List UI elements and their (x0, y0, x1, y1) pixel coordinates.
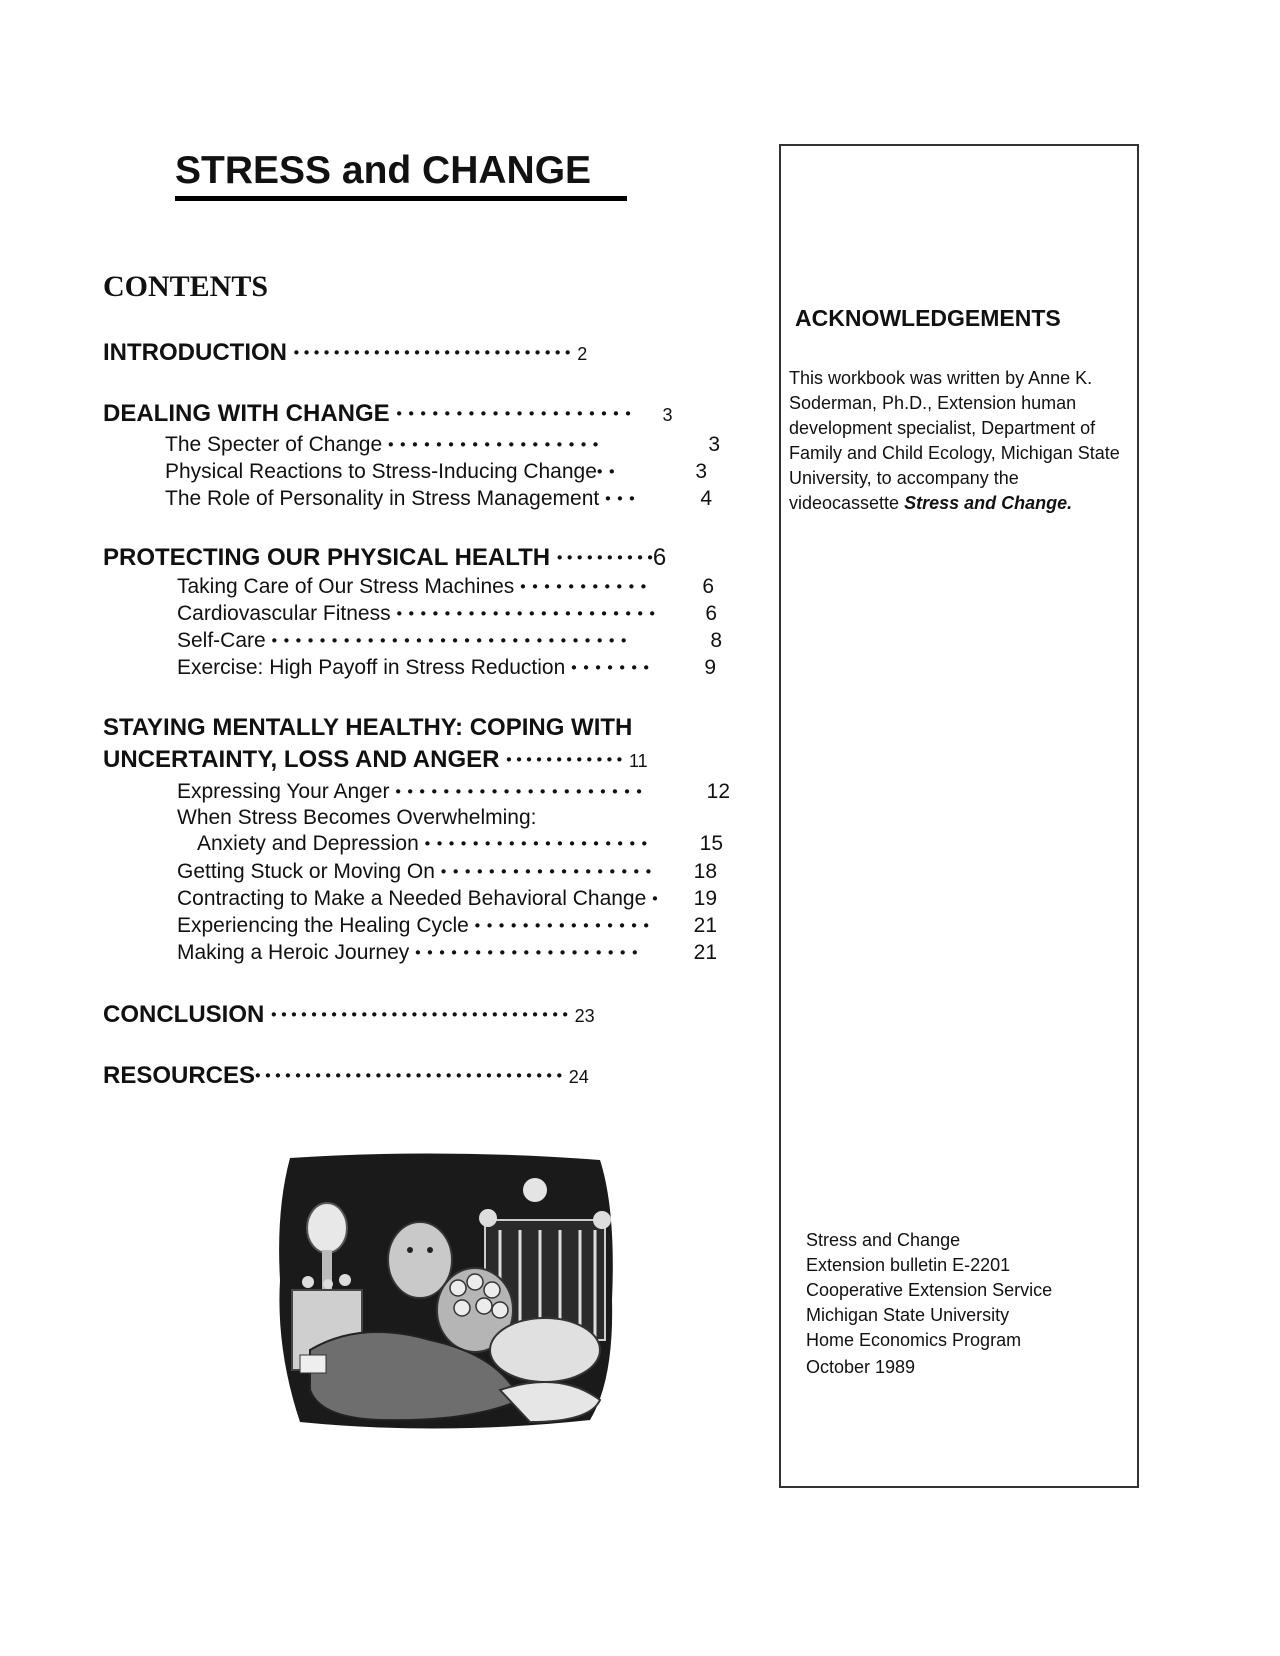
acknowledgements-body (789, 366, 1129, 516)
toc-section-conclusion[interactable] (103, 1000, 595, 1031)
toc-page-number: 19 (693, 887, 717, 910)
toc-section-label-line2: UNCERTAINTY, LOSS AND ANGER (103, 746, 500, 773)
page-title: STRESS and CHANGE (175, 149, 592, 192)
toc-item[interactable] (177, 628, 628, 654)
toc-section-label: CONCLUSION (103, 1001, 265, 1028)
contents-heading: CONTENTS (103, 270, 269, 303)
toc-leader-dots: • • • • • • • (571, 659, 651, 677)
title-underline (175, 196, 627, 201)
toc-leader-dots: • • • • • • • • • • • (520, 578, 648, 596)
toc-page-number: 8 (710, 629, 722, 652)
toc-section-dealing-with-change[interactable] (103, 399, 673, 430)
toc-page-number: 12 (706, 780, 730, 803)
cartoon-sleepless-bed-illustration (270, 1150, 620, 1435)
publication-info (806, 1228, 1052, 1380)
toc-page-number: 9 (704, 656, 716, 679)
toc-item-label: Cardiovascular Fitness (177, 602, 391, 625)
toc-leader-dots: • • • • • • • • • • • • • • • • • • • (424, 835, 649, 853)
toc-page-number: 21 (693, 941, 717, 964)
toc-item-label: Expressing Your Anger (177, 780, 390, 803)
acknowledgements-heading: ACKNOWLEDGEMENTS (795, 305, 1061, 331)
toc-leader-dots: • (652, 890, 659, 908)
toc-item-label: Exercise: High Payoff in Stress Reduction (177, 656, 566, 679)
toc-section-label: INTRODUCTION (103, 339, 287, 366)
toc-leader-dots: • • • • • • • • • • • • (506, 751, 623, 769)
toc-leader-dots: • • • (605, 490, 636, 508)
toc-item-label: Anxiety and Depression (197, 832, 419, 855)
toc-section-label: RESOURCES (103, 1062, 256, 1089)
toc-section-introduction[interactable] (103, 338, 587, 369)
toc-leader-dots: • • • • • • • • • • • • • • • • • • (387, 436, 600, 454)
toc-item[interactable] (165, 459, 616, 485)
toc-page-number: 15 (699, 832, 723, 855)
toc-leader-dots: • • • • • • • • • • • • • • • • • • • (415, 944, 639, 962)
toc-item[interactable] (197, 831, 648, 857)
toc-section-mental-health-line2[interactable] (103, 745, 648, 776)
publication-line: Stress and Change (806, 1230, 961, 1250)
toc-leader-dots: • • • • • • • • • • • • • • • • • • • • • • • • • • • • • • (271, 632, 628, 650)
publication-line: Extension bulletin E-2201 (806, 1255, 1011, 1275)
toc-page-number: 18 (693, 860, 717, 883)
toc-leader-dots: • • • • • • • • • • (556, 549, 653, 567)
toc-section-resources[interactable] (103, 1061, 589, 1092)
toc-section-label: PROTECTING OUR PHYSICAL HEALTH (103, 544, 551, 571)
toc-leader-dots: • • • • • • • • • • • • • • • (474, 917, 650, 935)
toc-leader-dots: • • • • • • • • • • • • • • • • • • • • • • • • • • • • (293, 344, 571, 362)
toc-page-number: 6 (705, 602, 717, 625)
toc-leader-dots: • • (596, 463, 616, 481)
toc-item-label: Physical Reactions to Stress-Inducing Change (165, 460, 597, 483)
toc-page-number: 21 (693, 914, 717, 937)
toc-page-number: 3 (662, 405, 673, 425)
toc-item[interactable] (165, 486, 636, 512)
publication-line: Cooperative Extension Service (806, 1280, 1053, 1300)
toc-item (177, 805, 536, 831)
toc-page-number: 4 (700, 487, 712, 510)
toc-leader-dots: • • • • • • • • • • • • • • • • • • • • • (395, 783, 643, 801)
toc-item[interactable] (165, 432, 599, 458)
toc-leader-dots: • • • • • • • • • • • • • • • • • • • • • • • • • • • • • • (271, 1006, 568, 1024)
toc-page-number: 6 (652, 544, 667, 571)
toc-leader-dots: • • • • • • • • • • • • • • • • • • • • • • (396, 605, 657, 623)
toc-page-number: 24 (568, 1067, 589, 1087)
publication-line: Michigan State University (806, 1305, 1010, 1325)
toc-item-label: Contracting to Make a Needed Behavioral Change (177, 887, 647, 910)
toc-leader-dots: • • • • • • • • • • • • • • • • • • (440, 863, 653, 881)
toc-item[interactable] (177, 574, 647, 600)
video-title: Stress and Change. (904, 493, 1073, 513)
toc-page-number: 3 (708, 433, 720, 456)
toc-item-label: The Specter of Change (165, 433, 383, 456)
toc-leader-dots: • • • • • • • • • • • • • • • • • • • • (396, 405, 632, 423)
toc-item[interactable] (177, 913, 650, 939)
toc-page-number: 11 (628, 751, 648, 771)
toc-item[interactable] (177, 859, 652, 885)
toc-leader-dots: • • • • • • • • • • • • • • • • • • • • • • • • • • • • • • • (255, 1067, 563, 1085)
toc-item-label: Self-Care (177, 629, 266, 652)
publication-line: October 1989 (806, 1357, 916, 1377)
toc-item-label: Experiencing the Healing Cycle (177, 914, 469, 937)
toc-page-number: 6 (702, 575, 714, 598)
toc-item-label: Making a Heroic Journey (177, 941, 410, 964)
toc-section-label-line1: STAYING MENTALLY HEALTHY: COPING WITH (103, 714, 633, 741)
toc-item[interactable] (177, 655, 650, 681)
toc-item[interactable] (177, 779, 643, 805)
toc-item[interactable] (177, 940, 639, 966)
toc-item[interactable] (177, 886, 659, 912)
acknowledgements-text: This workbook was written by Anne K. Soderman, Ph.D., Extension human development specialist, Department of Family and Child Ecology, Michigan State University, to accompany the videocassette (789, 368, 1120, 513)
toc-item-label: Getting Stuck or Moving On (177, 860, 435, 883)
toc-page-number: 23 (574, 1006, 595, 1026)
toc-item-label: The Role of Personality in Stress Management (165, 487, 600, 510)
toc-page-number: 3 (695, 460, 707, 483)
publication-line: Home Economics Program (806, 1330, 1022, 1350)
toc-section-physical-health[interactable] (103, 543, 666, 574)
toc-item-label: Taking Care of Our Stress Machines (177, 575, 515, 598)
toc-section-label: DEALING WITH CHANGE (103, 400, 390, 427)
toc-page-number: 2 (577, 344, 588, 364)
toc-item-label: When Stress Becomes Overwhelming: (177, 806, 537, 829)
toc-item[interactable] (177, 601, 656, 627)
toc-section-mental-health[interactable] (103, 713, 632, 743)
